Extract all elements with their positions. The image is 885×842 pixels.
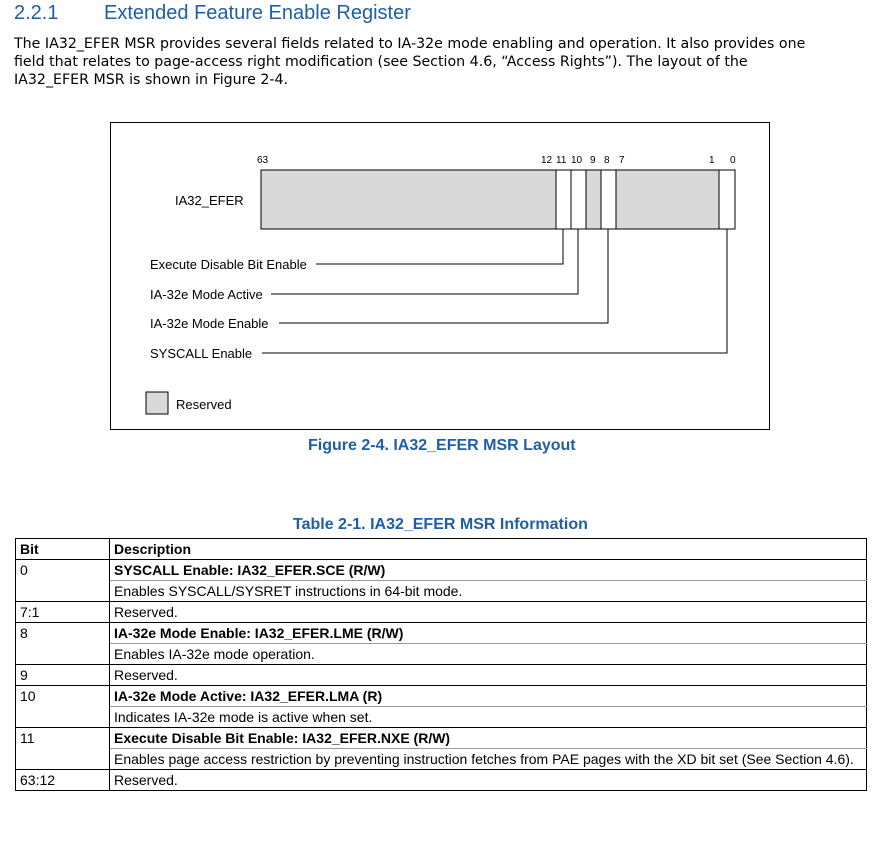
table-row	[16, 623, 867, 644]
efer-layout-diagram	[111, 123, 771, 431]
description-text: Enables SYSCALL/SYSRET instructions in 64-bit mode.	[110, 581, 867, 602]
bit-label-9: 9	[590, 155, 596, 166]
description-title: Execute Disable Bit Enable: IA32_EFER.NXE (R/W)	[110, 728, 867, 749]
bit-cell: 8	[16, 623, 110, 665]
table-row	[16, 581, 867, 602]
header-bit: Bit	[16, 539, 110, 560]
bit-label-11: 11	[556, 155, 567, 166]
description-title: SYSCALL Enable: IA32_EFER.SCE (R/W)	[110, 560, 867, 581]
section-heading	[14, 2, 411, 25]
table-row	[16, 602, 867, 623]
section-number: 2.2.1	[14, 2, 59, 24]
bit-8-cell	[601, 170, 616, 229]
leader-line-nxe	[316, 229, 563, 264]
bit-cell: 9	[16, 665, 110, 686]
bit-label-12: 12	[541, 155, 553, 166]
header-description: Description	[110, 539, 867, 560]
bit-label-1: 1	[709, 155, 715, 166]
bit-label-7: 7	[619, 155, 625, 166]
intro-line: field that relates to page-access right modification (see Section 4.6, “Access Rights”). The layout of the	[14, 54, 748, 70]
leader-line-lma	[271, 229, 578, 294]
bit-cell: 11	[16, 728, 110, 770]
bit-label-0: 0	[730, 155, 736, 166]
figure-frame	[110, 122, 770, 430]
bit-cell: 10	[16, 686, 110, 728]
table-row	[16, 560, 867, 581]
bit-cell: 0	[16, 560, 110, 602]
table-row	[16, 686, 867, 707]
reserved-field-63-12	[261, 170, 556, 229]
table-row	[16, 665, 867, 686]
description-title: IA-32e Mode Active: IA32_EFER.LMA (R)	[110, 686, 867, 707]
intro-line: The IA32_EFER MSR provides several fields related to IA-32e mode enabling and operation. It also provides one	[14, 36, 806, 52]
bit-label-63: 63	[257, 155, 269, 166]
table-caption: Table 2-1. IA32_EFER MSR Information	[293, 516, 588, 533]
field-label-lma: IA-32e Mode Active	[150, 287, 263, 302]
section-title: Extended Feature Enable Register	[104, 2, 411, 24]
description-text: Reserved.	[110, 665, 867, 686]
field-label-sce: SYSCALL Enable	[150, 346, 253, 361]
bit-9-cell	[586, 170, 601, 229]
figure-caption: Figure 2-4. IA32_EFER MSR Layout	[308, 437, 576, 454]
bit-label-8: 8	[604, 155, 610, 166]
description-title: IA-32e Mode Enable: IA32_EFER.LME (R/W)	[110, 623, 867, 644]
table-row	[16, 644, 867, 665]
table-header-row	[16, 539, 867, 560]
reserved-field-7-1	[616, 170, 719, 229]
register-name: IA32_EFER	[175, 193, 244, 208]
description-text: Enables IA-32e mode operation.	[110, 644, 867, 665]
description-text: Reserved.	[110, 770, 867, 791]
bit-10-cell	[571, 170, 586, 229]
intro-paragraph	[14, 35, 874, 89]
field-label-lme: IA-32e Mode Enable	[150, 316, 269, 331]
bit-cell: 63:12	[16, 770, 110, 791]
intro-line: IA32_EFER MSR is shown in Figure 2-4.	[14, 72, 289, 88]
table-row	[16, 770, 867, 791]
leader-line-lme	[279, 229, 608, 323]
legend-swatch-reserved	[146, 392, 168, 414]
bit-0-cell	[719, 170, 735, 229]
bit-label-10: 10	[571, 155, 583, 166]
table-row	[16, 728, 867, 749]
description-text: Reserved.	[110, 602, 867, 623]
description-text: Indicates IA-32e mode is active when set.	[110, 707, 867, 728]
bit-11-cell	[556, 170, 571, 229]
table-row	[16, 749, 867, 770]
efer-info-table	[15, 538, 867, 791]
field-label-nxe: Execute Disable Bit Enable	[150, 257, 307, 272]
table-row	[16, 707, 867, 728]
bit-cell: 7:1	[16, 602, 110, 623]
legend-label-reserved: Reserved	[176, 397, 232, 412]
leader-line-sce	[262, 229, 727, 353]
description-text: Enables page access restriction by preventing instruction fetches from PAE pages with the XD bit set (See Section 4.6).	[110, 749, 867, 770]
